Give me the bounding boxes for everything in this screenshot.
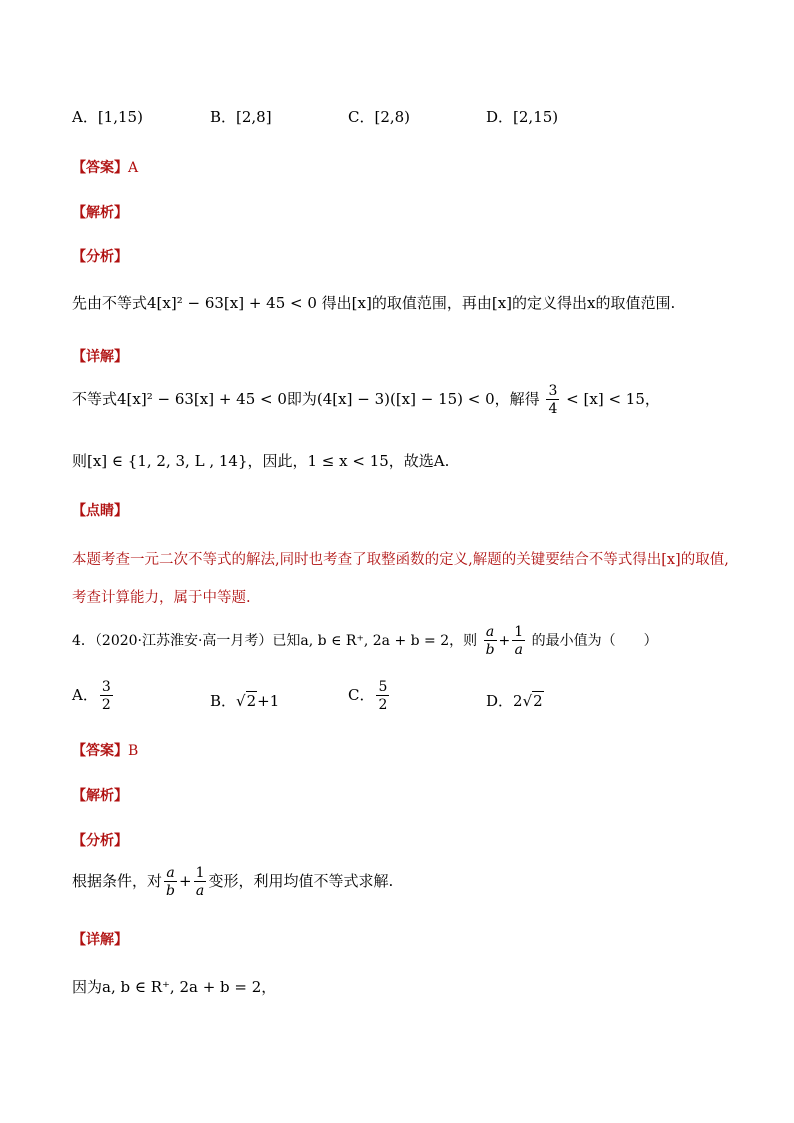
coefficient: 2 — [513, 692, 523, 710]
plus-sign: + — [178, 872, 192, 890]
one-over-a-fraction — [512, 625, 525, 657]
option-fraction — [376, 680, 389, 712]
fraction-denominator: 2 — [101, 697, 111, 713]
answer-value: A — [128, 160, 139, 176]
radicand: 2 — [533, 692, 543, 710]
q3-xiangjie-line2: 则[x] ∈ {1, 2, 3, L , 14}，因此，1 ≤ x < 15，故选A. — [72, 452, 450, 470]
fraction-numerator: 3 — [101, 679, 111, 695]
a-over-b-fraction — [484, 625, 497, 657]
option-label: B． — [210, 692, 237, 710]
option-label: A． — [72, 686, 98, 704]
q3-dianjing-heading: 【点睛】 — [72, 503, 128, 519]
q4-fenxi-heading: 【分析】 — [72, 833, 128, 849]
fraction-numerator: 1 — [514, 624, 524, 640]
q4-jiexi-heading: 【解析】 — [72, 788, 128, 804]
q3-answer — [72, 157, 138, 177]
answer-label: 【答案】 — [72, 743, 128, 759]
q4-stem-post: 的最小值为（ ） — [531, 633, 658, 649]
square-root — [523, 692, 544, 710]
radicand: 2 — [246, 692, 257, 710]
answer-label: 【答案】 — [72, 160, 128, 176]
q4-fenxi-text — [72, 866, 393, 898]
q3-option-a: A．[1,15) — [72, 108, 143, 126]
fraction-denominator: b — [485, 642, 495, 658]
xiangjie-line1-post: < [x] < 15， — [566, 390, 660, 408]
q3-jiexi-heading: 【解析】 — [72, 205, 128, 221]
q3-fenxi-text: 先由不等式4[x]² − 63[x] + 45 < 0 得出[x]的取值范围，再由[x]的定义得出x的取值范围. — [72, 294, 676, 312]
option-b-post: +1 — [257, 692, 280, 710]
q4-option-a — [72, 680, 115, 712]
q4-option-c — [348, 680, 391, 712]
fenxi-post: 变形，利用均值不等式求解. — [208, 872, 394, 890]
fraction-numerator: a — [484, 625, 497, 641]
fenxi-pre: 根据条件，对 — [72, 872, 163, 890]
fraction-numerator: a — [164, 866, 177, 882]
fraction-denominator: 4 — [548, 401, 558, 417]
one-over-a-fraction — [194, 866, 207, 898]
option-label: D． — [486, 692, 514, 710]
q3-dianjing-line2: 考查计算能力，属于中等题. — [72, 590, 251, 606]
q3-xiangjie-line1 — [72, 384, 660, 416]
a-over-b-fraction — [164, 866, 177, 898]
option-label: C． — [348, 686, 375, 704]
q3-fenxi-heading: 【分析】 — [72, 249, 128, 265]
q3-option-d: D．[2,15) — [486, 108, 559, 126]
q3-option-c: C．[2,8) — [348, 108, 411, 126]
q4-xiangjie-heading: 【详解】 — [72, 932, 128, 948]
q4-xiangjie-text: 因为a, b ∈ R⁺, 2a + b = 2， — [72, 978, 277, 996]
fraction-numerator: 3 — [548, 383, 558, 399]
fraction-numerator: 1 — [195, 865, 205, 881]
q3-option-b: B．[2,8] — [210, 108, 272, 126]
three-quarters-fraction — [546, 384, 559, 416]
q4-option-b — [210, 690, 279, 711]
fraction-denominator: 2 — [378, 697, 388, 713]
fraction-denominator: b — [166, 883, 175, 899]
q4-stem-pre: 4．（2020·江苏淮安·高一月考）已知a, b ∈ R⁺, 2a + b = 2，则 — [72, 633, 478, 649]
answer-value: B — [128, 743, 139, 759]
plus-sign: + — [498, 633, 511, 649]
q4-stem — [72, 625, 658, 657]
radical-sign-icon: √ — [522, 692, 533, 710]
xiangjie-line1-pre: 不等式4[x]² − 63[x] + 45 < 0即为(4[x] − 3)([x] − 15) < 0，解得 — [72, 390, 540, 408]
q4-answer — [72, 740, 138, 760]
q3-xiangjie-heading: 【详解】 — [72, 349, 128, 365]
q3-dianjing-line1: 本题考查一元二次不等式的解法,同时也考查了取整函数的定义,解题的关键要结合不等式得出[x]的取值, — [72, 552, 729, 568]
option-fraction — [100, 680, 113, 712]
q4-option-d — [486, 690, 544, 711]
fraction-numerator: 5 — [378, 679, 388, 695]
square-root — [236, 692, 257, 710]
fraction-denominator: a — [195, 883, 205, 899]
radical-sign-icon: √ — [236, 692, 246, 710]
fraction-denominator: a — [514, 642, 523, 658]
